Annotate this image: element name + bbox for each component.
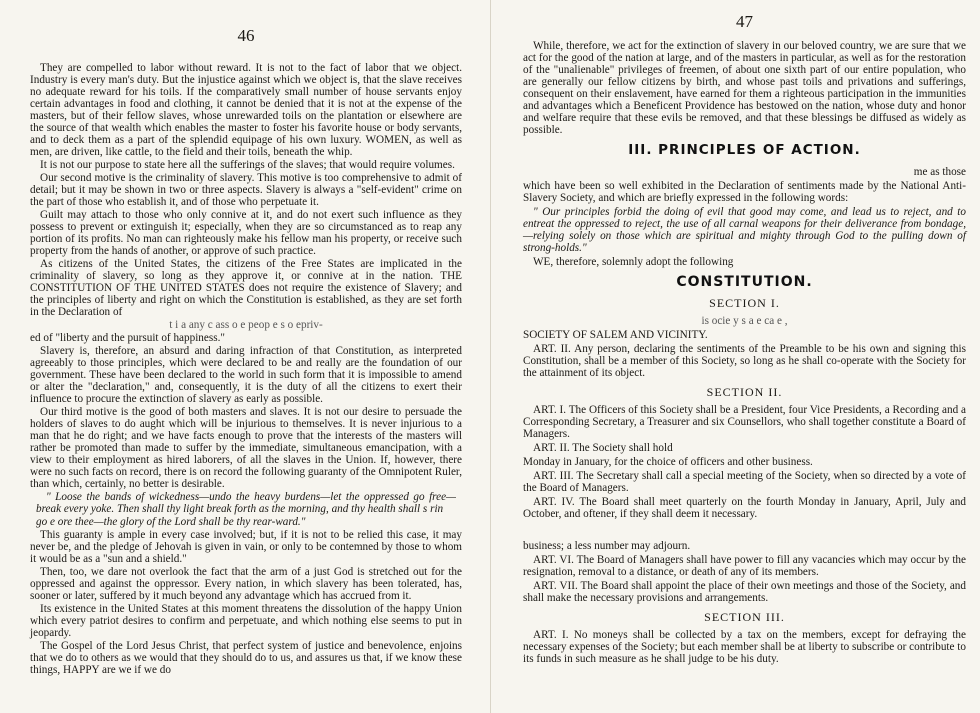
faded-fragment: is ocie y s a e ca e ,	[701, 315, 788, 327]
faded-fragment: me as those	[913, 166, 966, 178]
article: ART. III. The Secretary shall call a special meeting of the Society, when so directed by a vote of the Board of Managers.	[523, 470, 966, 494]
missing-text-gap	[523, 522, 966, 540]
adopt-text: WE, therefore, solemnly adopt the following	[533, 256, 734, 268]
intro-paragraph: While, therefore, we act for the extinction of slavery in our beloved country, we are sure that we act for the good of the nation at large, and of the masters in particular, as well as for the restoration of the "unalienable" privileges of freemen, of about one sixth part of our entire population, who are generally our fellow citizens by birth, and whose past toils and privations and sufferings, consequent on their enslavement, have earned for them a righteous participation in the immunities and advantages which a Beneficent Providence has bestowed on the nation, whose duty and honor and welfare require that these evils be removed, and that these blessings be diffused as widely as possible.	[523, 40, 966, 136]
section-3-title: SECTION III.	[704, 610, 785, 624]
paragraph: Our second motive is the criminality of slavery. This motive is too comprehensive to admit of detail; but it may be shown in two or three aspects. Slavery is always a "self-evident" crime on the part of those who establish it, and of those who perpetuate it.	[30, 172, 462, 208]
faded-fragment: t i a any c ass o e peop e s o epriv-	[169, 319, 323, 331]
paragraph: ed of "liberty and the pursuit of happiness."	[30, 332, 225, 344]
society-name: SOCIETY OF SALEM AND VICINITY.	[523, 329, 708, 341]
article: ART. I. The Officers of this Society shall be a President, four Vice Presidents, a Recording and a Corresponding Secretary, a Treasurer and six Counsellors, who shall together constitute a Board of Managers.	[523, 404, 966, 440]
article-fragment: business; a less number may adjourn.	[523, 540, 691, 552]
paragraph: This guaranty is ample in every case involved; but, if it is not to be relied this case, it may never be, and the pledge of Jehovah is given in vain, or only to be contemned by those to whom it would be as a "sun and a shield."	[30, 529, 462, 565]
paragraph: It is not our purpose to state here all the sufferings of the slaves; that would require volumes.	[40, 159, 455, 171]
scripture-quote: " Loose the bands of wickedness—undo the heavy burdens—let the oppressed go free—break every yoke. Then shall thy light break forth as the morning, and thy health shall s rin	[36, 491, 456, 515]
page-number-left: 46	[237, 26, 255, 45]
article: ART. I. No moneys shall be collected by a tax on the members, except for defraying the necessary expenses of the Society; but each member shall be at liberty to subscribe or contribute to its funds in such measure as he shall judge to be his duty.	[523, 629, 967, 665]
article-continued: Monday in January, for the choice of officers and other business.	[523, 456, 813, 468]
article: ART. IV. The Board shall meet quarterly on the fourth Monday in January, April, July and October, and oftener, if they shall deem it necessary.	[523, 496, 966, 520]
right-page	[490, 0, 980, 713]
paragraph: The Gospel of the Lord Jesus Christ, that perfect system of justice and benevolence, enjoins that we do to others as we would that they should do to us, and assures us that, if we know these things, HAPPY are we if we do	[30, 640, 462, 676]
constitution-heading: CONSTITUTION.	[676, 274, 813, 290]
page-number-right: 47	[736, 12, 753, 31]
principles-quote: " Our principles forbid the doing of evil that good may come, and lead us to reject, and to entreat the oppressed to reject, the use of all carnal weapons for their deliverance from bondage,—relying solely on those which are spiritual and mighty through God to the pulling down of strong-holds."	[523, 206, 966, 254]
paragraph: Our third motive is the good of both masters and slaves. It is not our desire to persuade the holders of slaves to do aught which will be injurious to themselves. It is never injurious to a man that he do right; and we have facts enough to prove that the interests of the masters will rather be promoted than made to suffer by the immediate, simultaneous emancipation, with a view to their employment as hired laborers, of all the slaves in the Union. If, however, there were no such facts on record, there is on record the following guaranty of the Omnipotent Ruler, than which, certainly, no better is desirable.	[30, 406, 462, 490]
article: ART. VII. The Board shall appoint the place of their own meetings and those of the Society, and shall make the necessary provisions and arrangements.	[523, 580, 966, 604]
paragraph: Its existence in the United States at this moment threatens the dissolution of the happy Union which every patriot desires to confirm and perpetuate, and which nothing else seems to put in jeopardy.	[30, 603, 462, 639]
section-2-title: SECTION II.	[706, 385, 783, 399]
article: ART. II. The Society shall hold	[533, 442, 673, 454]
article: ART. VI. The Board of Managers shall have power to fill any vacancies which may occur by the resignation, removal to a distance, or death of any of its members.	[523, 554, 966, 578]
paragraph: Then, too, we dare not overlook the fact that the arm of a just God is stretched out for the oppressed and against the oppressor. Every nation, in which slavery has been tolerated, has, sooner or later, suffered by it much beyond any advantage which has accrued from it.	[30, 566, 462, 602]
paragraph: As citizens of the United States, the citizens of the Free States are implicated in the criminality of slavery, so long as they approve it, or connive at in the nation. THE CONSTITUTION OF THE UNITED STATES does not require the existence of Slavery; and the principles of liberty and right on which the Constitution is established, as they are set forth in the Declaration of	[30, 258, 462, 318]
paragraph: They are compelled to labor without reward. It is not to the fact of labor that we object. Industry is every man's duty. But the injustice against which we object is, that the slave receives no adequate reward for his toils. If the comparatively small number of house servants enjoy certain advantages in food and clothing, it cannot be denied that it is not at the expense of the masters, but of their fellow slaves, whose unrewarded toils on the plantation or elsewhere are the source of that wealth which enables the master to foster his favorite house or body servants, and to deck them as a part of the splendid equipage of his own luxury. WOMEN, as well as men, are driven, like cattle, to the field and their toils, beneath the whip.	[30, 62, 462, 158]
section-1-title: SECTION I.	[709, 296, 780, 310]
principles-heading: III. PRINCIPLES OF ACTION.	[628, 142, 861, 158]
paragraph: Slavery is, therefore, an absurd and daring infraction of that Constitution, as interpreted agreeably to those principles, which were declared to be and really are the foundation of our government. These have been declared to the world in such form that it is impossible to amend or alter the "declaration," and, consequently, it is the duty of all the citizens to exert their influence to procure the extinction of slavery as early as possible.	[30, 345, 462, 405]
article: ART. II. Any person, declaring the sentiments of the Preamble to be his own and signing this Constitution, shall be a member of this Society, so long as he shall co-operate with the Society for the attainment of its object.	[523, 343, 966, 379]
paragraph: Guilt may attach to those who only connive at it, and do not exert such influence as they possess to prevent or extinguish it; especially, when they are so circumstanced as to reap any portion of its profits. No man can righteously make his fellow man his property, or receive such property from the hands of another, or approve of such practice.	[30, 209, 462, 257]
principles-text: which have been so well exhibited in the Declaration of sentiments made by the National Anti-Slavery Society, and which are briefly expressed in the following words:	[523, 180, 966, 204]
scripture-quote-continued: go e ore thee—the glory of the Lord shall be thy rear-ward."	[36, 516, 306, 528]
